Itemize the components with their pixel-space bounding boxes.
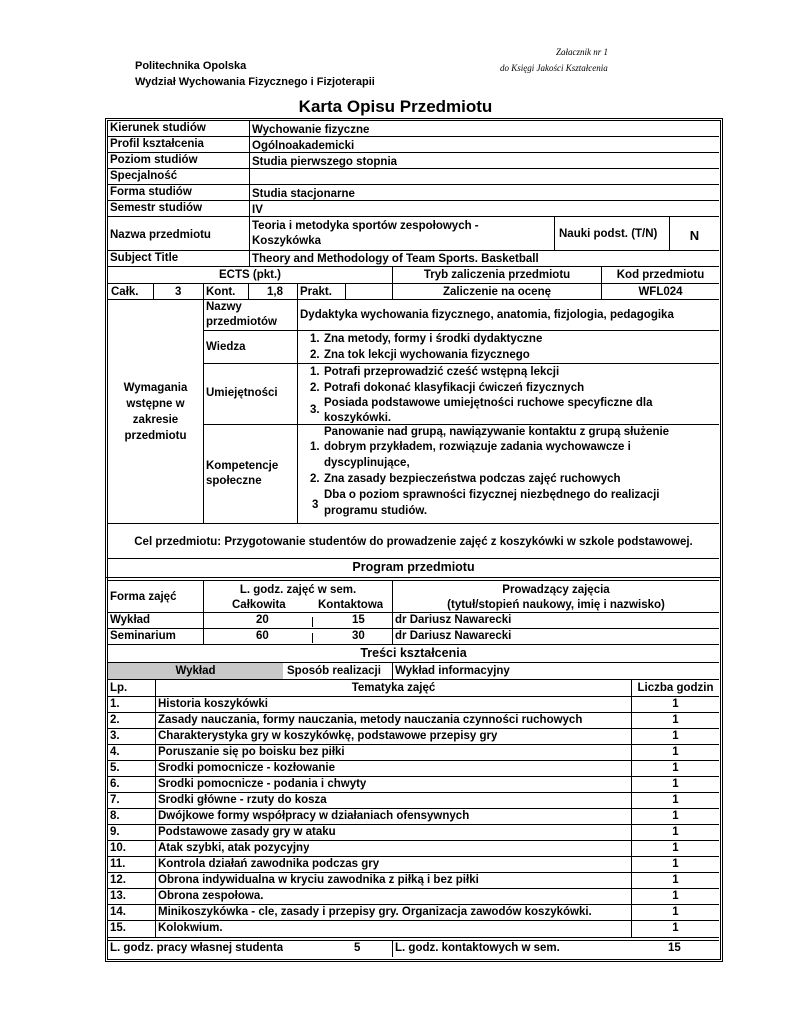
social-item-1-line3: dyscyplinujące, — [324, 457, 410, 469]
content-method-label: Sposób realizacji — [287, 665, 381, 677]
field-value-poziom: Studia pierwszego stopnia — [252, 156, 398, 168]
program-row-total: 60 — [256, 630, 269, 642]
field-label-specjalnosc: Specjalność — [110, 170, 178, 182]
prereq-label-4: przedmiotu — [124, 430, 187, 442]
topic-lp: 10. — [110, 842, 126, 854]
course-goal: Cel przedmiotu: Przygotowanie studentów do prowadzenie zajęć z koszykówki w szkole podstawowej. — [134, 536, 693, 548]
knowledge-item-2: Zna tok lekcji wychowania fizycznego — [324, 349, 530, 361]
names-label-2: przedmiotów — [206, 316, 277, 328]
knowledge-num-1: 1. — [310, 333, 320, 345]
ects-contact-label: Kont. — [206, 286, 236, 298]
topic-title: Dwójkowe formy współpracy w działaniach ofensywnych — [158, 810, 470, 822]
knowledge-item-1: Zna metody, formy i środki dydaktyczne — [324, 333, 543, 345]
field-label-kierunek: Kierunek studiów — [110, 122, 206, 134]
program-row-contact: 30 — [352, 630, 365, 642]
content-title: Treści kształcenia — [360, 647, 467, 660]
field-label-semestr: Semestr studiów — [110, 202, 203, 214]
topic-hours: 1 — [672, 762, 679, 774]
topic-row-divider — [108, 808, 719, 809]
topic-hours: 1 — [672, 730, 679, 742]
topic-lp: 2. — [110, 714, 120, 726]
annex-sub-label: do Księgi Jakości Kształcenia — [500, 63, 608, 73]
topic-row-divider — [108, 904, 719, 905]
mode-value: Zaliczenie na ocenę — [442, 286, 551, 298]
social-item-1-line2: dobrym przykładem, rozwiązuje zadania wychowawcze i — [324, 441, 631, 453]
subject-title-label: Subject Title — [110, 252, 179, 264]
topic-hours: 1 — [672, 714, 679, 726]
social-num-2: 2. — [310, 473, 320, 485]
social-item-3-line1: Dba o poziom sprawności fizycznej niezbędnego do realizacji — [324, 489, 660, 501]
prereq-label-3: zakresie — [132, 414, 179, 426]
topic-hours: 1 — [672, 890, 679, 902]
field-value-semestr: IV — [252, 204, 263, 216]
topic-title: Kontrola działań zawodnika podczas gry — [158, 858, 380, 870]
program-hours-label: L. godz. zajęć w sem. — [239, 584, 357, 596]
program-row-teacher: dr Dariusz Nawarecki — [395, 630, 512, 642]
program-contact-label: Kontaktowa — [318, 599, 384, 611]
topic-lp: 12. — [110, 874, 126, 886]
topic-row-divider — [108, 792, 719, 793]
topic-hours: 1 — [672, 778, 679, 790]
knowledge-num-2: 2. — [310, 349, 320, 361]
topic-lp: 9. — [110, 826, 120, 838]
topic-lp: 6. — [110, 778, 120, 790]
topic-row-divider — [108, 920, 719, 921]
social-num-1: 1. — [310, 441, 320, 453]
topic-title: Środki główne - rzuty do kosza — [158, 794, 327, 806]
topic-title: Środki pomocnicze - podania i chwyty — [158, 778, 367, 790]
program-row-form: Seminarium — [110, 630, 176, 642]
topic-row-divider — [108, 744, 719, 745]
social-label-1: Kompetencje — [206, 460, 279, 472]
skill-item-2: Potrafi dokonać klasyfikacji ćwiczeń fizycznych — [324, 382, 585, 394]
topic-hours: 1 — [672, 794, 679, 806]
topic-row-divider — [108, 728, 719, 729]
topic-hours: 1 — [672, 746, 679, 758]
topic-hours: 1 — [672, 858, 679, 870]
topic-row-divider — [108, 872, 719, 873]
subject-name-label: Nazwa przedmiotu — [110, 229, 211, 241]
ects-practical-label: Prakt. — [300, 286, 332, 298]
field-value-profil: Ogólnoakademicki — [252, 140, 355, 152]
social-num-3: 3 — [312, 499, 319, 511]
program-teacher-label-1: Prowadzący zajęcia — [502, 584, 610, 596]
topic-hours: 1 — [672, 698, 679, 710]
social-item-2: Zna zasady bezpieczeństwa podczas zajęć ruchowych — [324, 473, 621, 485]
program-row-total: 20 — [256, 614, 269, 626]
topic-title: Historia koszykówki — [158, 698, 268, 710]
program-teacher-label-2: (tytuł/stopień naukowy, imię i nazwisko) — [447, 599, 665, 611]
topic-lp: 4. — [110, 746, 120, 758]
topic-row-divider — [108, 824, 719, 825]
skill-item-3-line2: koszykówki. — [324, 412, 392, 423]
topic-title: Atak szybki, atak pozycyjny — [158, 842, 310, 854]
skill-item-1: Potrafi przeprowadzić cześć wstępną lekcji — [324, 366, 560, 378]
topic-hours: 1 — [672, 874, 679, 886]
skill-num-2: 2. — [310, 382, 320, 394]
ects-label: ECTS (pkt.) — [219, 269, 281, 281]
field-label-poziom: Poziom studiów — [110, 154, 198, 166]
content-hours-label: Liczba godzin — [637, 682, 714, 694]
code-value: WFL024 — [638, 286, 683, 298]
annex-label: Załacznik nr 1 — [556, 47, 609, 57]
prereq-label-1: Wymagania — [123, 382, 188, 394]
social-item-3-line2: programu studiów. — [324, 505, 428, 517]
topic-title: Środki pomocnicze - kozłowanie — [158, 762, 336, 774]
topic-row-divider — [108, 856, 719, 857]
topic-row-divider — [108, 760, 719, 761]
topic-hours: 1 — [672, 842, 679, 854]
topic-hours: 1 — [672, 906, 679, 918]
field-value-kierunek: Wychowanie fizyczne — [252, 124, 370, 136]
subject-title-value: Theory and Methodology of Team Sports. Basketball — [252, 253, 539, 265]
program-form-label: Forma zajęć — [110, 591, 177, 603]
topic-hours: 1 — [672, 826, 679, 838]
content-method-value: Wykład informacyjny — [395, 665, 510, 677]
topic-lp: 7. — [110, 794, 120, 806]
skill-num-1: 1. — [310, 366, 320, 378]
topic-row-divider — [108, 776, 719, 777]
code-label: Kod przedmiotu — [616, 269, 705, 281]
content-form: Wykład — [175, 665, 216, 677]
topic-lp: 14. — [110, 906, 126, 918]
university-name: Politechnika Opolska — [135, 60, 247, 72]
contact-sem-label: L. godz. kontaktowych w sem. — [395, 942, 560, 954]
contact-sem-value: 15 — [668, 942, 681, 954]
basic-science-label: Nauki podst. (T/N) — [559, 228, 658, 240]
field-value-forma: Studia stacjonarne — [252, 188, 355, 200]
topic-title: Poruszanie się po boisku bez piłki — [158, 746, 345, 758]
topic-title: Obrona zespołowa. — [158, 890, 264, 902]
topic-hours: 1 — [672, 810, 679, 822]
content-lp-label: Lp. — [110, 682, 128, 694]
ects-total-value: 3 — [175, 286, 182, 298]
own-work-label: L. godz. pracy własnej studenta — [110, 942, 284, 954]
topic-row-divider — [108, 840, 719, 841]
field-label-forma: Forma studiów — [110, 186, 192, 198]
program-title: Program przedmiotu — [352, 561, 475, 574]
subject-name-line1: Teoria i metodyka sportów zespołowych - — [252, 220, 479, 232]
mode-label: Tryb zaliczenia przedmiotu — [423, 269, 571, 281]
topic-lp: 15. — [110, 922, 126, 934]
topic-title: Podstawowe zasady gry w ataku — [158, 826, 336, 838]
skill-num-3: 3. — [310, 404, 320, 416]
topic-row-divider — [108, 712, 719, 713]
topic-row-divider — [108, 888, 719, 889]
topic-lp: 1. — [110, 698, 120, 710]
topic-title: Kolokwium. — [158, 922, 223, 934]
content-topic-label: Tematyka zajęć — [351, 682, 436, 694]
ects-total-label: Całk. — [111, 286, 139, 298]
knowledge-label: Wiedza — [206, 341, 246, 353]
program-row-form: Wykład — [110, 614, 151, 626]
topic-lp: 8. — [110, 810, 120, 822]
topic-lp: 3. — [110, 730, 120, 742]
skills-label: Umiejętności — [206, 387, 278, 399]
topic-title: Obrona indywidualna w kryciu zawodnika z piłką i bez piłki — [158, 874, 479, 886]
program-total-label: Całkowita — [232, 599, 286, 611]
topic-title: Minikoszykówka - cle, zasady i przepisy gry. Organizacja zawodów koszykówki. — [158, 906, 592, 918]
field-label-profil: Profil kształcenia — [110, 138, 204, 150]
topic-lp: 13. — [110, 890, 126, 902]
ects-contact-value: 1,8 — [267, 286, 283, 298]
topic-lp: 5. — [110, 762, 120, 774]
names-value: Dydaktyka wychowania fizycznego, anatomia, fizjologia, pedagogika — [300, 309, 674, 321]
social-label-2: społeczne — [206, 475, 262, 487]
topic-hours: 1 — [672, 922, 679, 934]
topic-title: Charakterystyka gry w koszykówkę, podstawowe przepisy gry — [158, 730, 498, 742]
social-item-1-line1: Panowanie nad grupą, nawiązywanie kontaktu z grupą służenie — [324, 426, 670, 438]
names-label-1: Nazwy — [206, 301, 242, 313]
basic-science-value: N — [689, 229, 700, 242]
subject-name-line2: Koszykówka — [252, 235, 322, 247]
own-work-value: 5 — [354, 942, 361, 954]
topic-lp: 11. — [110, 858, 126, 870]
skill-item-3-line1: Posiada podstawowe umiejętności ruchowe specyficzne dla — [324, 397, 653, 409]
faculty-name: Wydział Wychowania Fizycznego i Fizjoterapii — [135, 76, 375, 88]
topic-title: Zasady nauczania, formy nauczania, metody nauczania czynności ruchowych — [158, 714, 583, 726]
program-row-teacher: dr Dariusz Nawarecki — [395, 614, 512, 626]
prereq-label-2: wstępne w — [126, 398, 185, 410]
program-row-contact: 15 — [352, 614, 365, 626]
page-title: Karta Opisu Przedmiotu — [298, 97, 493, 116]
